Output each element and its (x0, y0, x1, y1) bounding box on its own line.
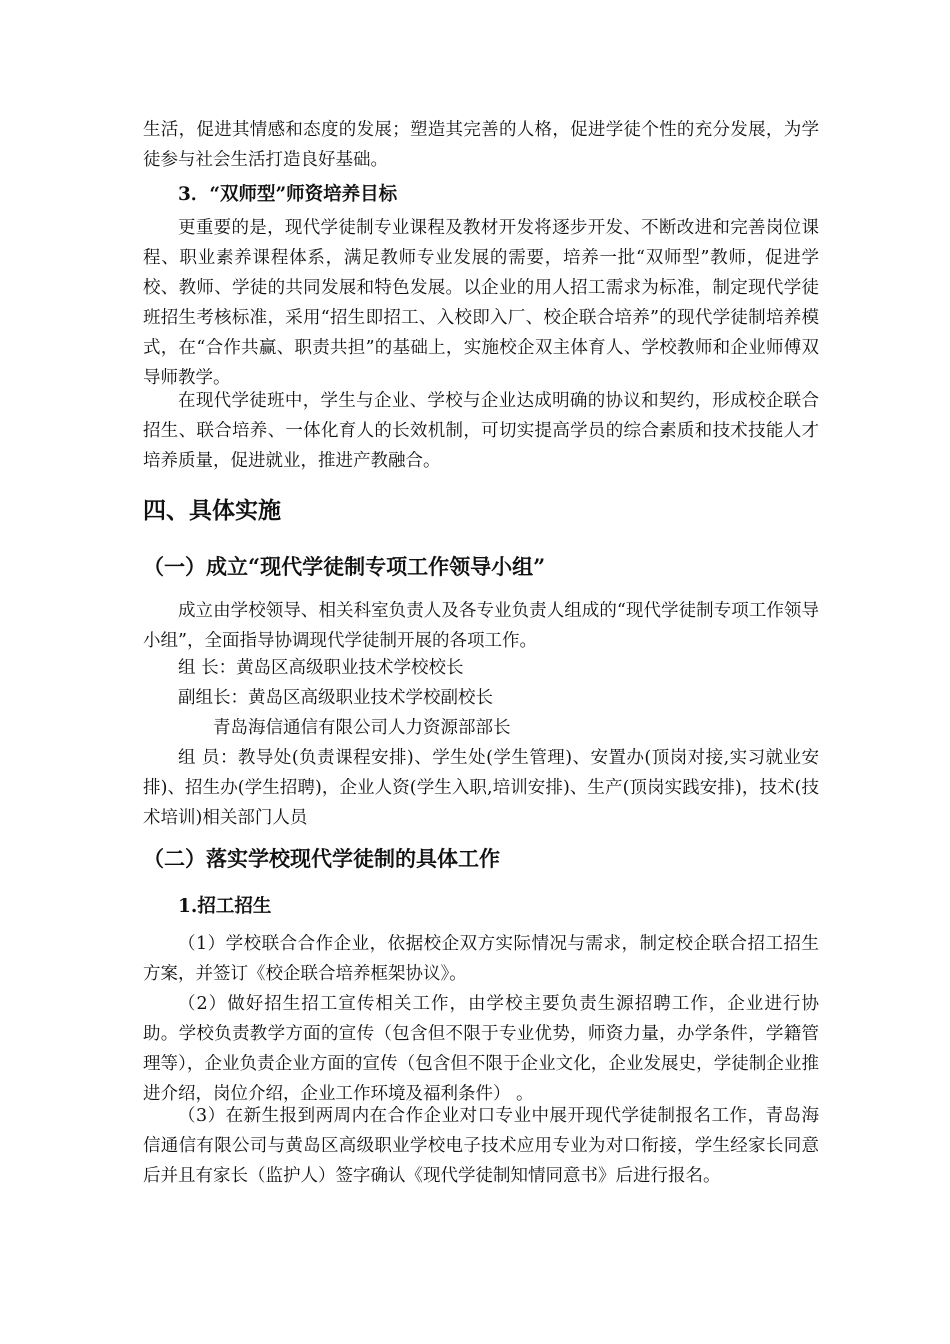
paragraph-intro: 生活，促进其情感和态度的发展；塑造其完善的人格，促进学徒个性的充分发展，为学徒参与社会生活打造良好基础。 (143, 120, 819, 170)
paragraph-double-teacher-2: 在现代学徒班中，学生与企业、学校与企业达成明确的协议和契约，形成校企联合招生、联合培养、一体化育人的长效机制，可切实提高学员的综合素质和技术技能人才培养质量，促进就业，推进产教融合。 (143, 391, 819, 471)
paragraph-leading-group: 成立由学校领导、相关科室负责人及各专业负责人组成的“现代学徒制专项工作领导小组”，全面指导协调现代学徒制开展的各项工作。 (143, 601, 819, 651)
heading-section-4: 四、具体实施 (143, 497, 281, 524)
members-paragraph: 组 员：教导处(负责课程安排)、学生处(学生管理)、安置办(顶岗对接,实习就业安排)、招生办(学生招聘)，企业人资(学生入职,培训安排)、生产(顶岗实践安排)，技术(技术培训)相关部门人员 (143, 748, 819, 828)
heading-double-teacher: 3．“双师型”师资培养目标 (178, 184, 398, 205)
paragraph-recruitment-2: （2）做好招生招工宣传相关工作，由学校主要负责生源招聘工作，企业进行协助。学校负责教学方面的宣传（包含但不限于专业优势，师资力量，办学条件，学籍管理等），企业负责企业方面的宣传（包含但不限于企业文化，企业发展史，学徒制企业推进介绍，岗位介绍，企业工作环境及福利条件） 。 (143, 994, 819, 1104)
heading-specific-work: （二）落实学校现代学徒制的具体工作 (143, 846, 500, 871)
heading-leading-group: （一）成立“现代学徒制专项工作领导小组” (143, 554, 546, 579)
heading-recruitment: 1.招工招生 (178, 896, 272, 917)
leader-line: 组 长：黄岛区高级职业技术学校校长 (178, 658, 464, 678)
vice-leader-line-2: 青岛海信通信有限公司人力资源部部长 (213, 718, 511, 738)
vice-leader-line: 副组长：黄岛区高级职业技术学校副校长 (178, 688, 493, 708)
paragraph-recruitment-1: （1）学校联合合作企业，依据校企双方实际情况与需求，制定校企联合招工招生方案，并签订《校企联合培养框架协议》。 (143, 934, 819, 984)
paragraph-recruitment-3: （3）在新生报到两周内在合作企业对口专业中展开现代学徒制报名工作，青岛海信通信有限公司与黄岛区高级职业学校电子技术应用专业为对口衔接，学生经家长同意后并且有家长（监护人）签字确认《现代学徒制知情同意书》后进行报名。 (143, 1106, 819, 1186)
paragraph-double-teacher-1: 更重要的是，现代学徒制专业课程及教材开发将逐步开发、不断改进和完善岗位课程、职业素养课程体系，满足教师专业发展的需要，培养一批“双师型”教师，促进学校、教师、学徒的共同发展和特色发展。以企业的用人招工需求为标准，制定现代学徒班招生考核标准，采用“招生即招工、入校即入厂、校企联合培养”的现代学徒制培养模式，在“合作共赢、职责共担”的基础上，实施校企双主体育人、学校教师和企业师傅双导师教学。 (143, 218, 819, 388)
